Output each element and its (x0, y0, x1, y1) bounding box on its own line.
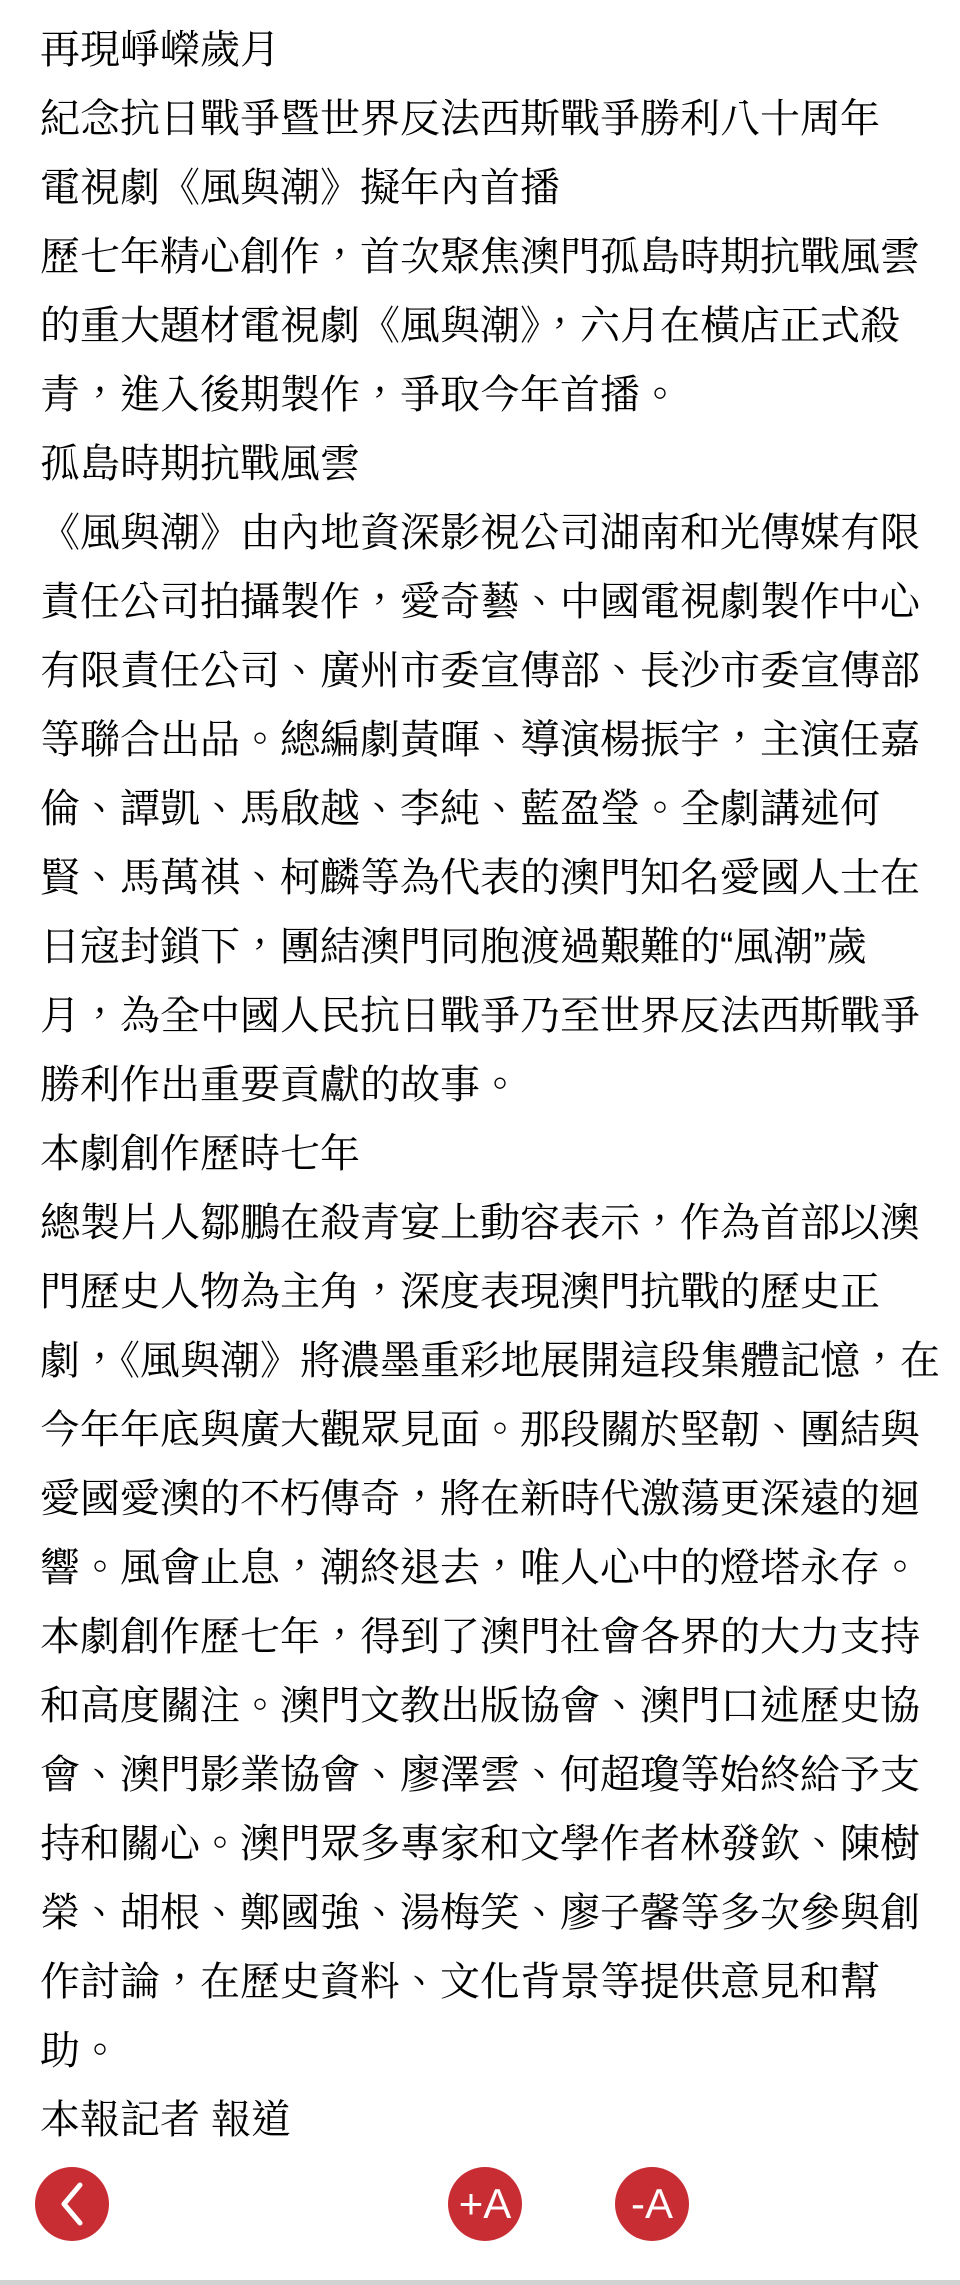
article-paragraph: 《風與潮》由內地資深影視公司湖南和光傳媒有限責任公司拍攝製作，愛奇藝、中國電視劇製作中心有限責任公司、廣州市委宣傳部、長沙市委宣傳部等聯合出品。總編劇黃暉、導演楊振宇，主演任嘉倫、譚凱、馬啟越、李純、藍盈瑩。全劇講述何賢、馬萬祺、柯麟等為代表的澳門知名愛國人士在日寇封鎖下，團結澳門同胞渡過艱難的“風潮”歲月，為全中國人民抗日戰爭乃至世界反法西斯戰爭勝利作出重要貢獻的故事。 (40, 511, 920, 1107)
article-paragraph: 本劇創作歷七年，得到了澳門社會各界的大力支持和高度關注。澳門文教出版協會、澳門口述歷史協會、澳門影業協會、廖澤雲、何超瓊等始終給予支持和關心。澳門眾多專家和文學作者林發欽、陳樹榮、胡根、鄭國強、湯梅笑、廖子馨等多次參與創作討論，在歷史資料、文化背景等提供意見和幫助。 (40, 1615, 920, 2073)
back-button[interactable] (35, 2167, 109, 2241)
section-heading: 本劇創作歷時七年 (40, 1132, 360, 1176)
font-increase-button[interactable]: +A (448, 2167, 522, 2241)
bottom-divider (0, 2280, 960, 2285)
article-paragraph: 歷七年精心創作，首次聚焦澳門孤島時期抗戰風雲的重大題材電視劇《風與潮》，六月在橫店正式殺青，進入後期製作，爭取今年首播。 (40, 235, 920, 417)
byline: 本報記者 報道 (40, 2098, 292, 2142)
section-heading: 孤島時期抗戰風雲 (40, 442, 360, 486)
article-title-line: 再現崢嶸歲月 (40, 28, 280, 72)
article-paragraph: 總製片人鄒鵬在殺青宴上動容表示，作為首部以澳門歷史人物為主角，深度表現澳門抗戰的歷史正劇，《風與潮》將濃墨重彩地展開這段集體記憶，在今年年底與廣大觀眾見面。那段關於堅韌、團結與愛國愛澳的不朽傳奇，將在新時代激蕩更深遠的迴響。風會止息，潮終退去，唯人心中的燈塔永存。 (40, 1201, 940, 1590)
chevron-left-icon (58, 2181, 86, 2227)
article-title-line: 紀念抗日戰爭暨世界反法西斯戰爭勝利八十周年 (40, 97, 880, 141)
article-title-line: 電視劇《風與潮》擬年內首播 (40, 166, 560, 210)
font-decrease-button[interactable]: -A (615, 2167, 689, 2241)
